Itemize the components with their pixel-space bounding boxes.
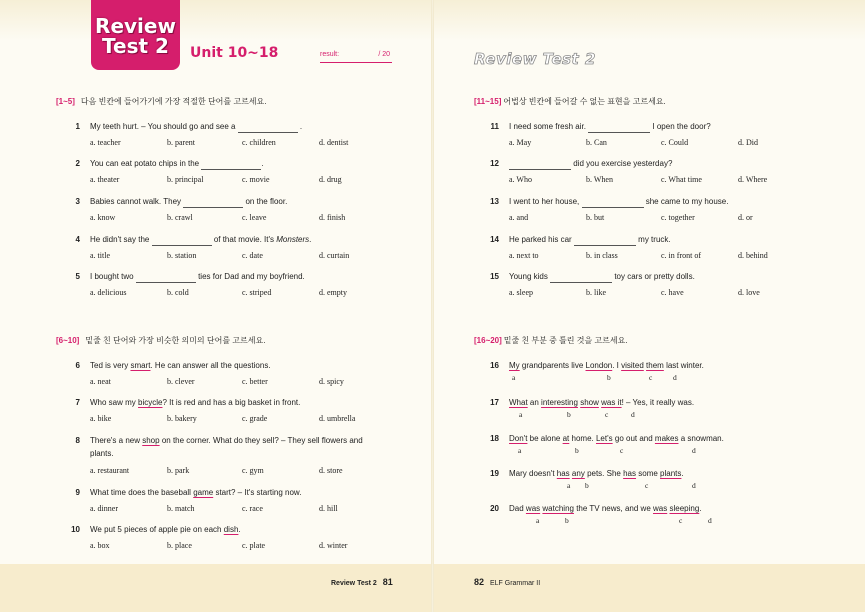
- underlined-part-a[interactable]: What: [509, 398, 528, 407]
- underlined-word: shop: [142, 436, 160, 445]
- right-page-title: Review Test 2: [474, 50, 596, 68]
- answer-blank[interactable]: [183, 198, 243, 208]
- question-number: 2: [75, 159, 80, 168]
- option-c[interactable]: c. in front of: [661, 251, 701, 260]
- question-text: .: [299, 122, 303, 131]
- question-text: My teeth hurt. – You should go and see a: [90, 122, 236, 131]
- underlined-word: bicycle: [138, 398, 163, 407]
- letter-c: c: [620, 446, 624, 455]
- letter-a: a: [567, 481, 571, 490]
- question-text: I went to her house,: [509, 197, 580, 206]
- option-c[interactable]: c. Could: [661, 138, 689, 147]
- option-a[interactable]: a. next to: [509, 251, 539, 260]
- question-number: 4: [75, 235, 80, 244]
- section-instruction: 어법상 빈칸에 들어갈 수 없는 표현을 고르세요.: [503, 97, 666, 106]
- option-c[interactable]: c. striped: [242, 288, 272, 297]
- section-header-3: [474, 96, 666, 107]
- option-b[interactable]: b. but: [586, 213, 605, 222]
- letter-b: b: [565, 516, 569, 525]
- underlined-part-c[interactable]: visited: [621, 361, 644, 370]
- option-d[interactable]: d. love: [738, 288, 760, 297]
- question-text: .: [681, 469, 684, 478]
- option-c[interactable]: c. have: [661, 288, 684, 297]
- option-a[interactable]: a. know: [90, 213, 116, 222]
- option-c[interactable]: c. movie: [242, 175, 270, 184]
- option-a[interactable]: a. restaurant: [90, 466, 130, 475]
- option-d[interactable]: d. Did: [738, 138, 758, 147]
- underlined-word: dish: [223, 525, 239, 534]
- answer-blank[interactable]: [550, 273, 612, 283]
- option-b[interactable]: b. cold: [167, 288, 189, 297]
- letter-b: b: [607, 373, 611, 382]
- question-number: 11: [490, 122, 499, 131]
- option-c[interactable]: c. better: [242, 377, 268, 386]
- letter-b: b: [585, 481, 589, 490]
- question-text: toy cars or pretty dolls.: [614, 272, 695, 281]
- section-instruction: 밑줄 친 부분 중 틀린 것을 고르세요.: [503, 336, 628, 345]
- question-number: 15: [490, 272, 499, 281]
- question-text: go out and: [614, 434, 653, 443]
- question-text: ! – Yes, it really was.: [621, 398, 695, 407]
- option-c[interactable]: c. children: [242, 138, 276, 147]
- section-instruction: 밑줄 친 단어와 가장 비슷한 의미의 단어를 고르세요.: [85, 336, 266, 345]
- answer-blank[interactable]: [582, 198, 644, 208]
- option-b[interactable]: b. park: [167, 466, 190, 475]
- section-header-1: [56, 96, 266, 107]
- letter-d: d: [692, 481, 696, 490]
- question-text: ties for Dad and my boyfriend.: [198, 272, 305, 281]
- question-text: my truck.: [638, 235, 671, 244]
- question-number: 7: [75, 398, 80, 407]
- option-a[interactable]: a. box: [90, 541, 110, 550]
- question-text: grandparents live: [521, 361, 584, 370]
- question-text: . He can answer all the questions.: [150, 361, 271, 370]
- question-number: 10: [71, 525, 80, 534]
- underlined-part-d[interactable]: was it: [601, 398, 622, 407]
- result-label: result:: [320, 51, 340, 58]
- section-header-2: [56, 335, 265, 346]
- option-c[interactable]: c. grade: [242, 414, 268, 423]
- option-c[interactable]: c. date: [242, 251, 263, 260]
- option-b[interactable]: b. in class: [586, 251, 618, 260]
- question-text: We put 5 pieces of apple pie on each: [90, 525, 222, 534]
- question-text: Mary doesn't: [509, 469, 555, 478]
- question-text: .: [238, 525, 241, 534]
- question-number: 1: [75, 122, 80, 131]
- option-b[interactable]: b. like: [586, 288, 606, 297]
- underlined-part-c[interactable]: Let's: [595, 434, 613, 443]
- underlined-part-b[interactable]: any: [571, 469, 585, 478]
- question-text: I bought two: [90, 272, 134, 281]
- letter-c: c: [605, 410, 609, 419]
- underlined-part-b[interactable]: at: [562, 434, 570, 443]
- option-b[interactable]: b. bakery: [167, 414, 197, 423]
- option-d[interactable]: d. hill: [319, 504, 338, 513]
- badge-line-1: Review: [95, 14, 176, 38]
- letter-c: c: [679, 516, 683, 525]
- question-number: 17: [490, 398, 499, 407]
- option-a[interactable]: a. and: [509, 213, 529, 222]
- question-number: 5: [75, 272, 80, 281]
- option-d[interactable]: d. behind: [738, 251, 768, 260]
- result-max: / 20: [378, 51, 390, 58]
- option-d[interactable]: d. empty: [319, 288, 347, 297]
- question-text: .: [699, 504, 702, 513]
- underlined-word: smart: [130, 361, 151, 370]
- letter-b: b: [575, 446, 579, 455]
- question-text: I need some fresh air.: [509, 122, 586, 131]
- right-folio: [474, 577, 540, 587]
- question-text: of that movie. It's: [213, 235, 275, 244]
- question-number: 6: [75, 361, 80, 370]
- letter-c: c: [645, 481, 649, 490]
- section-range: [6~10]: [56, 336, 80, 345]
- unit-title: Unit 10~18: [190, 45, 279, 61]
- question-text: some: [638, 469, 658, 478]
- badge-line-2: Test 2: [102, 34, 169, 58]
- option-d[interactable]: d. curtain: [319, 251, 350, 260]
- option-d[interactable]: d. dentist: [319, 138, 349, 147]
- option-b[interactable]: b. clever: [167, 377, 195, 386]
- option-a[interactable]: a. theater: [90, 175, 120, 184]
- option-d[interactable]: d. drug: [319, 175, 342, 184]
- question-number: 12: [490, 159, 499, 168]
- question-number: 3: [75, 197, 80, 206]
- option-d[interactable]: d. store: [319, 466, 343, 475]
- option-d[interactable]: d. finish: [319, 213, 346, 222]
- option-c[interactable]: c. gym: [242, 466, 264, 475]
- question-text: You can eat potato chips in the: [90, 159, 200, 168]
- question-text: . I: [612, 361, 619, 370]
- letter-a: a: [518, 446, 522, 455]
- option-a[interactable]: a. teacher: [90, 138, 121, 147]
- answer-blank[interactable]: [588, 123, 650, 133]
- question-text: she came to my house.: [645, 197, 729, 206]
- underlined-part-b[interactable]: London: [585, 361, 613, 370]
- question-text: Who saw my: [90, 398, 136, 407]
- underlined-part-b[interactable]: interesting: [541, 398, 578, 407]
- question-text: did you exercise yesterday?: [573, 159, 673, 168]
- left-folio: [331, 577, 393, 587]
- folio-label: Review Test 2: [331, 580, 377, 587]
- page-number: 82: [474, 577, 485, 587]
- question-text: What time does the baseball: [90, 488, 191, 497]
- question-text: ? It is red and has a big basket in front.: [162, 398, 301, 407]
- answer-blank[interactable]: [574, 236, 636, 246]
- option-a[interactable]: a. sleep: [509, 288, 533, 297]
- question-text: be alone: [529, 434, 561, 443]
- option-b[interactable]: b. Can: [586, 138, 607, 147]
- section-range: [1~5]: [56, 97, 75, 106]
- underlined-part-c[interactable]: was: [653, 504, 668, 513]
- option-d[interactable]: d. or: [738, 213, 753, 222]
- question-text: on the floor.: [245, 197, 288, 206]
- option-c[interactable]: c. race: [242, 504, 263, 513]
- letter-a: a: [519, 410, 523, 419]
- letter-d: d: [692, 446, 696, 455]
- question-number: 19: [490, 469, 499, 478]
- answer-blank[interactable]: [238, 123, 298, 133]
- option-c[interactable]: c. together: [661, 213, 695, 222]
- question-number: 20: [490, 504, 499, 513]
- question-text: He didn't say the: [90, 235, 150, 244]
- question-text: Dad: [509, 504, 524, 513]
- question-number: 8: [75, 436, 80, 445]
- option-a[interactable]: a. title: [90, 251, 110, 260]
- underlined-part-a[interactable]: My: [509, 361, 520, 370]
- question-number: 9: [75, 488, 80, 497]
- underlined-part-d[interactable]: plants: [660, 469, 682, 478]
- option-d[interactable]: d. winter: [319, 541, 348, 550]
- option-b[interactable]: b. match: [167, 504, 195, 513]
- question-text: home.: [571, 434, 594, 443]
- option-b[interactable]: b. parent: [167, 138, 195, 147]
- letter-d: d: [631, 410, 635, 419]
- question-text: pets. She: [587, 469, 621, 478]
- question-text: Ted is very: [90, 361, 129, 370]
- letter-a: a: [512, 373, 516, 382]
- option-d[interactable]: d. spicy: [319, 377, 344, 386]
- page-number: 81: [382, 577, 393, 587]
- question-text: last winter.: [666, 361, 704, 370]
- question-text: He parked his car: [509, 235, 572, 244]
- question-text: plants.: [90, 449, 114, 458]
- underlined-part-d[interactable]: sleeping: [669, 504, 700, 513]
- option-b[interactable]: b. When: [586, 175, 613, 184]
- section-range: [16~20]: [474, 336, 502, 345]
- letter-c: c: [649, 373, 653, 382]
- question-text: the TV news, and we: [576, 504, 651, 513]
- option-a[interactable]: a. delicious: [90, 288, 127, 297]
- option-a[interactable]: a. bike: [90, 414, 112, 423]
- folio-label: ELF Grammar II: [489, 580, 541, 587]
- option-c[interactable]: c. What time: [661, 175, 702, 184]
- question-number: 13: [490, 197, 499, 206]
- underlined-part-a[interactable]: has: [556, 469, 570, 478]
- answer-blank[interactable]: [509, 160, 571, 170]
- section-range: [11~15]: [474, 97, 502, 106]
- review-test-badge: [91, 0, 180, 70]
- letter-b: b: [567, 410, 571, 419]
- question-text: .: [309, 235, 312, 244]
- option-a[interactable]: a. May: [509, 138, 532, 147]
- question-number: 14: [490, 235, 499, 244]
- letter-d: d: [708, 516, 712, 525]
- option-d[interactable]: d. umbrella: [319, 414, 356, 423]
- section-header-4: [474, 335, 628, 346]
- question-text: Young kids: [509, 272, 548, 281]
- question-text: There's a new: [90, 436, 140, 445]
- question-text: Babies cannot walk. They: [90, 197, 182, 206]
- option-b[interactable]: b. place: [167, 541, 192, 550]
- section-instruction: 다음 빈칸에 들어가기에 가장 적절한 단어를 고르세요.: [80, 97, 267, 106]
- answer-blank[interactable]: [201, 159, 264, 170]
- underlined-part-d[interactable]: makes: [654, 434, 679, 443]
- question-number: 16: [490, 361, 499, 370]
- question-text: start? – It's starting now.: [215, 488, 302, 497]
- answer-blank[interactable]: [136, 273, 196, 283]
- option-d[interactable]: d. Where: [738, 175, 768, 184]
- answer-blank[interactable]: [152, 236, 212, 246]
- option-a[interactable]: a. neat: [90, 377, 111, 386]
- question-text: a snowman.: [680, 434, 724, 443]
- option-b[interactable]: b. station: [167, 251, 197, 260]
- question-text: .: [261, 159, 264, 168]
- question-text: an: [529, 398, 539, 407]
- underlined-part-c[interactable]: show: [580, 398, 599, 407]
- option-a[interactable]: a. Who: [509, 175, 532, 184]
- question-text: on the corner. What do they sell? – They sell flowers and: [161, 436, 363, 445]
- option-c[interactable]: c. plate: [242, 541, 266, 550]
- option-a[interactable]: a. dinner: [90, 504, 118, 513]
- underlined-part-a[interactable]: Don't: [509, 434, 528, 443]
- underlined-word: game: [193, 488, 214, 497]
- letter-a: a: [536, 516, 540, 525]
- result-field: [320, 51, 392, 63]
- underlined-part-d[interactable]: them: [646, 361, 664, 370]
- page-gutter: [431, 0, 434, 612]
- movie-title: Monsters: [276, 235, 310, 244]
- letter-d: d: [673, 373, 677, 382]
- option-b[interactable]: b. principal: [167, 175, 204, 184]
- option-b[interactable]: b. crawl: [167, 213, 193, 222]
- option-c[interactable]: c. leave: [242, 213, 267, 222]
- question-number: 18: [490, 434, 499, 443]
- question-text: I open the door?: [652, 122, 711, 131]
- underlined-part-c[interactable]: has: [623, 469, 637, 478]
- underlined-part-a[interactable]: was: [525, 504, 541, 513]
- underlined-part-b[interactable]: watching: [542, 504, 574, 513]
